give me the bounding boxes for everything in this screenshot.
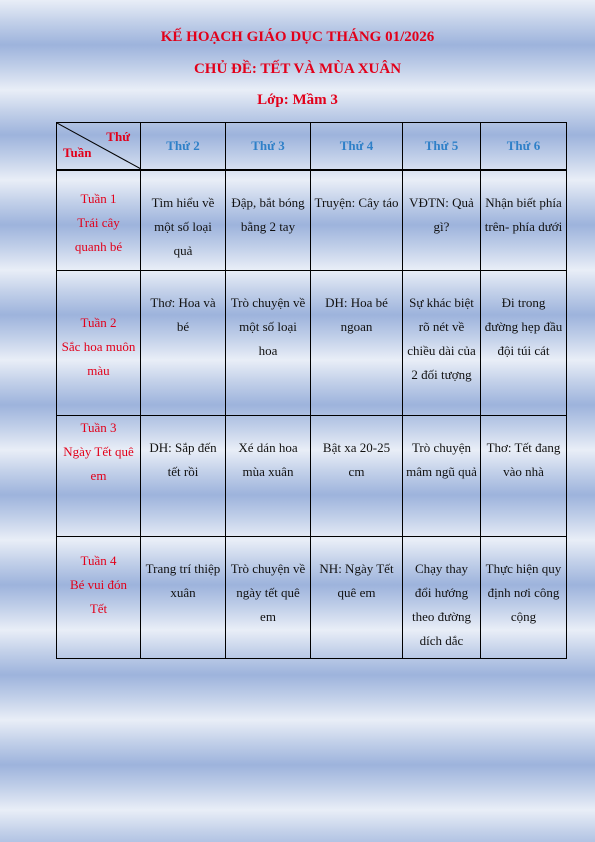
activity-cell: Xé dán hoa mùa xuân bbox=[226, 415, 311, 536]
table-row bbox=[57, 415, 567, 536]
activity-cell: DH: Hoa bé ngoan bbox=[311, 270, 403, 415]
activity-cell: Chạy thay đổi hướng theo đường dích dắc bbox=[403, 536, 481, 658]
activity-cell: Nhận biết phía trên- phía dưới bbox=[481, 170, 567, 270]
page-title: KẾ HOẠCH GIÁO DỤC THÁNG 01/2026 bbox=[160, 29, 435, 45]
table-row bbox=[57, 170, 567, 270]
activity-cell: NH: Ngày Tết quê em bbox=[311, 536, 403, 658]
activity-cell: Trò chuyện về ngày tết quê em bbox=[226, 536, 311, 658]
corner-week-label: Tuần bbox=[63, 145, 92, 160]
activity-cell: VĐTN: Quả gì? bbox=[403, 170, 481, 270]
week-cell bbox=[57, 536, 141, 658]
table-row bbox=[57, 536, 567, 658]
activity-cell: Trang trí thiệp xuân bbox=[141, 536, 226, 658]
week-topic: Trái cây quanh bé bbox=[74, 215, 123, 254]
activity-cell: Trò chuyện về một số loại hoa bbox=[226, 270, 311, 415]
week-label: Tuần 2 bbox=[80, 314, 117, 330]
week-topic: Ngày Tết quê em bbox=[63, 443, 134, 483]
week-label: Tuần 1 bbox=[80, 191, 117, 206]
week-label: Tuần 3 bbox=[80, 419, 117, 435]
week-cell bbox=[57, 270, 141, 415]
activity-cell: Tìm hiểu về một số loại quả bbox=[141, 170, 226, 270]
activity-cell: Thực hiện quy định nơi công cộng bbox=[481, 536, 567, 658]
day-header: Thứ 5 bbox=[403, 123, 481, 171]
day-header: Thứ 3 bbox=[226, 123, 311, 171]
class-label: Lớp: Mầm 3 bbox=[257, 92, 338, 108]
activity-cell: Thơ: Tết đang vào nhà bbox=[481, 415, 567, 536]
activity-cell: Truyện: Cây táo bbox=[311, 170, 403, 270]
corner-cell bbox=[57, 123, 141, 171]
activity-cell: Trò chuyện mâm ngũ quả bbox=[403, 415, 481, 536]
activity-cell: Sự khác biệt rõ nét về chiều dài của 2 đối tượng bbox=[403, 270, 481, 415]
activity-cell: Bật xa 20-25 cm bbox=[311, 415, 403, 536]
activity-cell: Đập, bắt bóng bằng 2 tay bbox=[226, 170, 311, 270]
day-header: Thứ 4 bbox=[311, 123, 403, 171]
day-header: Thứ 2 bbox=[141, 123, 226, 171]
week-topic: Bé vui đón Tết bbox=[69, 576, 128, 616]
table-row bbox=[57, 270, 567, 415]
activity-cell: Đi trong đường hẹp đầu đội túi cát bbox=[481, 270, 567, 415]
week-cell bbox=[57, 170, 141, 270]
theme-title: CHỦ ĐỀ: TẾT VÀ MÙA XUÂN bbox=[193, 61, 402, 77]
activity-cell: Thơ: Hoa và bé bbox=[141, 270, 226, 415]
header-row bbox=[57, 123, 567, 171]
week-label: Tuần 4 bbox=[80, 552, 117, 568]
week-cell bbox=[57, 415, 141, 536]
activity-cell: DH: Sắp đến tết rồi bbox=[141, 415, 226, 536]
plan-table bbox=[56, 122, 567, 659]
corner-day-label: Thứ bbox=[106, 129, 130, 144]
week-topic: Sắc hoa muôn màu bbox=[61, 338, 136, 378]
day-header: Thứ 6 bbox=[481, 123, 567, 171]
